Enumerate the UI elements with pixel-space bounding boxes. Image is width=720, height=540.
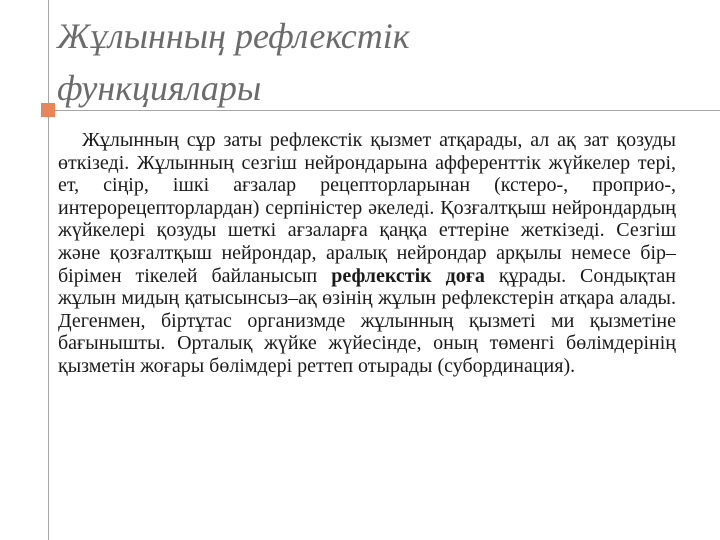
slide-title [57,10,657,114]
slide-title-line-1: Жұлынның рефлекстік [57,16,410,56]
accent-square [41,103,55,117]
bold-term: рефлекстік доға [331,264,485,287]
title-divider [0,103,720,117]
body-text-start: Жұлынның сұр заты рефлекстік қызмет атқарады, ал ақ зат қозуды өткізеді. Жұлынның сезгіш нейрондарына афференттік жүйкелер тері, ет, сіңір, ішкі ағзалар рецепторларынан (кстеро-, проприо-, интерорецепторлардан) серпіністер әкеледі. Қозғалтқыш нейрондардың жүйкелері қозуды шеткі ағзаларға қаңқа еттеріне жеткізеді. Сезгіш және қозғалтқыш нейрондар, аралық нейрондар арқылы немесе бір–бірімен тікелей байланысып [58,129,676,287]
body-paragraph [58,129,676,378]
slide-title-line-2: функциялары [57,68,262,108]
horizontal-rule [55,110,720,111]
left-vertical-rule [48,0,49,540]
body-text-end: құрады. Сондықтан жұлын мидың қатысынсыз–ақ өзінің жұлын рефлекстерін атқара алады. Дегенмен, біртұтас организмде жұлынның қызметі ми қызметіне бағынышты. Орталық жүйке жүйесінде, оның төменгі бөлімдерінің қызметін жоғары бөлімдері реттеп отырады (субординация). [58,264,676,377]
